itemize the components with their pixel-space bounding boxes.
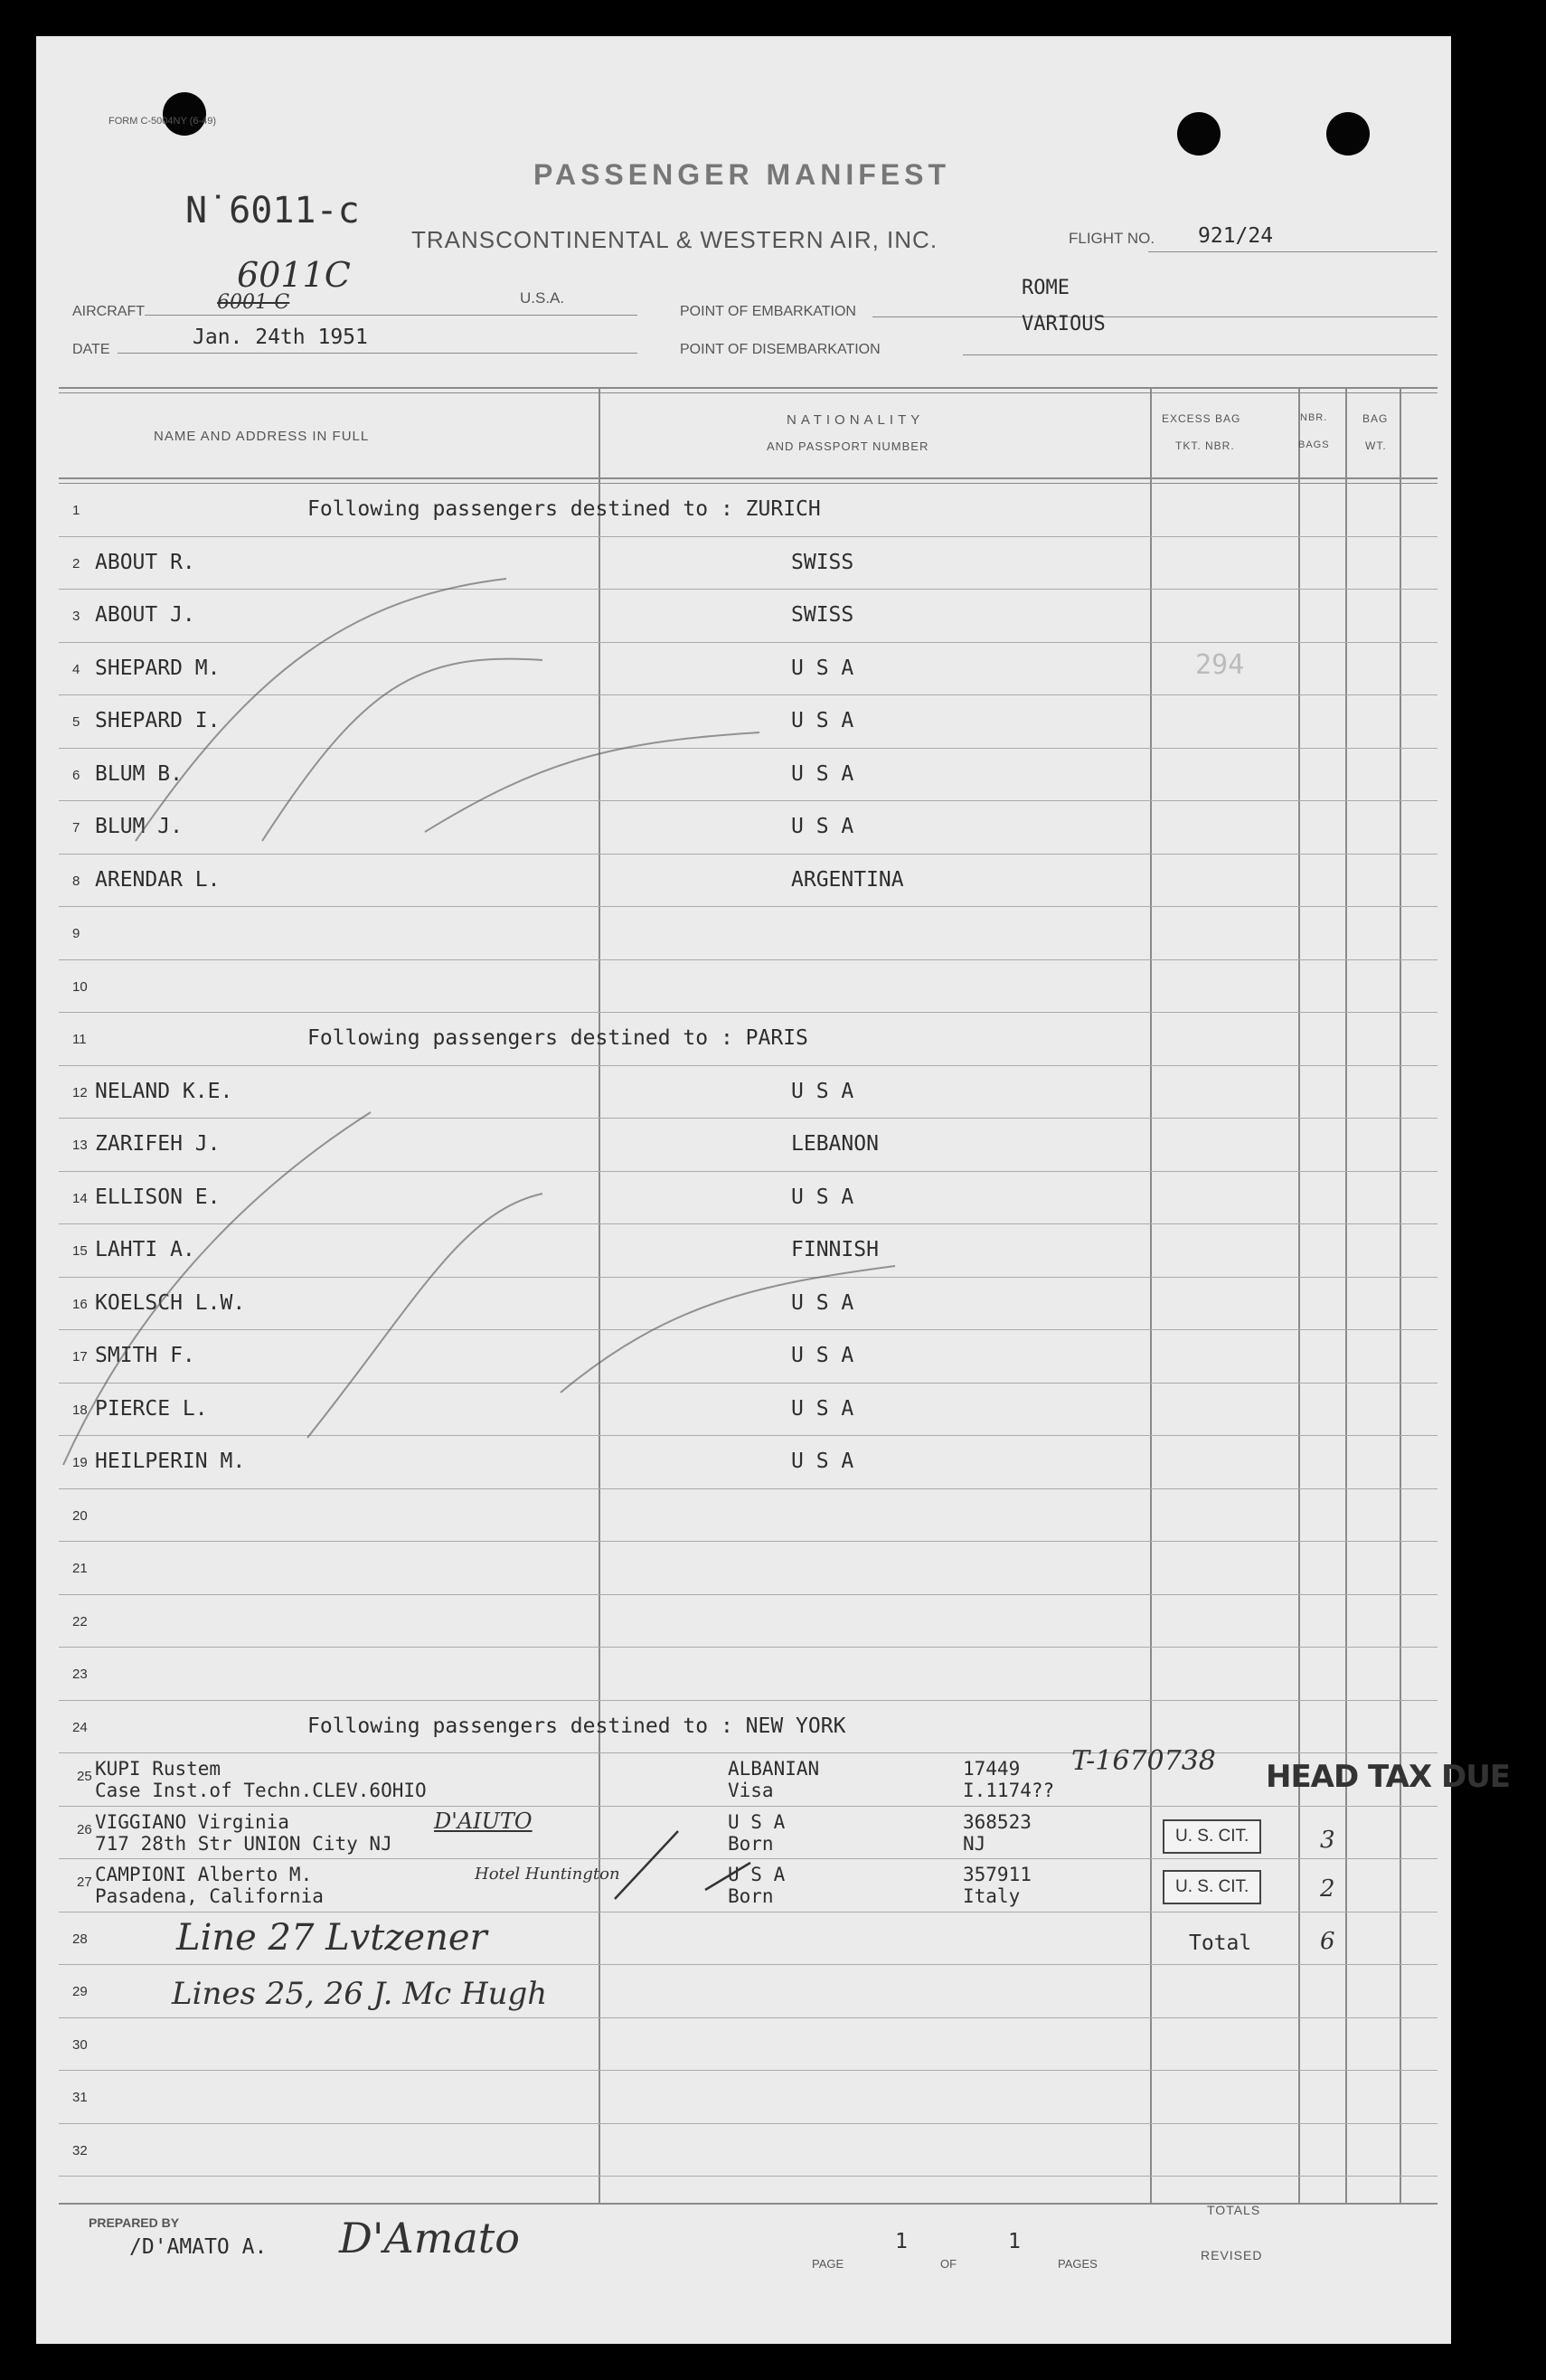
page-number: 1 bbox=[895, 2230, 908, 2253]
passenger-name: BLUM J. bbox=[95, 815, 183, 838]
row-number: 5 bbox=[72, 714, 80, 730]
row-number: 4 bbox=[72, 662, 80, 677]
passenger-name: BLUM B. bbox=[95, 762, 183, 786]
row-number: 23 bbox=[72, 1667, 88, 1682]
passenger-name: LAHTI A. bbox=[95, 1238, 195, 1261]
passenger-address: Pasadena, California bbox=[95, 1885, 324, 1907]
col-name-header: NAME AND ADDRESS IN FULL bbox=[154, 429, 370, 444]
passenger-nationality: U S A bbox=[791, 709, 854, 732]
flight-label: FLIGHT NO. bbox=[1069, 230, 1155, 247]
disembark-label: POINT OF DISEMBARKATION bbox=[680, 342, 881, 357]
passenger-name: SMITH F. bbox=[95, 1344, 195, 1367]
passport-number: 17449 bbox=[963, 1758, 1021, 1780]
passenger-nationality: U S A bbox=[791, 1185, 854, 1209]
row-number: 12 bbox=[72, 1085, 88, 1100]
passenger-nationality: ALBANIAN bbox=[728, 1758, 820, 1780]
passenger-name: VIGGIANO Virginia bbox=[95, 1811, 289, 1833]
row-number: 18 bbox=[72, 1402, 88, 1418]
head-tax-count: 3 bbox=[1320, 1827, 1335, 1854]
destination-header: Following passengers destined to : NEW YORK bbox=[307, 1714, 846, 1738]
of-label: OF bbox=[940, 2257, 957, 2271]
passenger-nationality: U S A bbox=[791, 1291, 854, 1315]
form-number: FORM C-5004NY (6-49) bbox=[108, 116, 216, 127]
row-number: 17 bbox=[72, 1349, 88, 1365]
row-number: 10 bbox=[72, 979, 88, 995]
pen-strokes bbox=[36, 36, 1451, 2344]
row-number: 2 bbox=[72, 556, 80, 571]
page-title: PASSENGER MANIFEST bbox=[533, 158, 950, 191]
passenger-name: PIERCE L. bbox=[95, 1397, 208, 1421]
passenger-nationality-detail: Born bbox=[728, 1833, 774, 1855]
aircraft-struck: 6001-C bbox=[217, 291, 290, 314]
embark-point: ROME bbox=[1022, 277, 1070, 299]
row-number: 21 bbox=[72, 1561, 88, 1576]
head-tax-label: HEAD TAX DUE bbox=[1266, 1759, 1511, 1795]
passenger-nationality-detail: Visa bbox=[728, 1780, 774, 1801]
row-number: 31 bbox=[72, 2090, 88, 2105]
passenger-name: KOELSCH L.W. bbox=[95, 1291, 246, 1315]
prepared-label: PREPARED BY bbox=[89, 2215, 180, 2230]
manifest-serial: N˙6011-c bbox=[185, 190, 360, 231]
row-number: 32 bbox=[72, 2143, 88, 2158]
disembark-point: VARIOUS bbox=[1022, 313, 1106, 335]
row-number: 6 bbox=[72, 768, 80, 783]
passenger-nationality: LEBANON bbox=[791, 1132, 879, 1156]
col-excess-header: EXCESS BAG bbox=[1162, 412, 1241, 425]
row-number: 14 bbox=[72, 1191, 88, 1206]
row-number: 13 bbox=[72, 1138, 88, 1153]
handwritten-note-line27: Line 27 Lvtzener bbox=[176, 1917, 487, 1959]
row-number: 1 bbox=[72, 503, 80, 518]
row-number: 27 bbox=[77, 1875, 92, 1890]
flight-number: 921/24 bbox=[1198, 224, 1274, 248]
row-number: 26 bbox=[77, 1822, 92, 1837]
passenger-name: SHEPARD I. bbox=[95, 709, 221, 732]
passenger-name: HEILPERIN M. bbox=[95, 1450, 246, 1473]
passenger-nationality: FINNISH bbox=[791, 1238, 879, 1261]
col-passport-header: AND PASSPORT NUMBER bbox=[767, 439, 929, 453]
passenger-name: NELAND K.E. bbox=[95, 1080, 233, 1103]
passport-number: 368523 bbox=[963, 1811, 1032, 1833]
passenger-nationality: U S A bbox=[791, 1450, 854, 1473]
row-number: 15 bbox=[72, 1243, 88, 1259]
passenger-name: ARENDAR L. bbox=[95, 868, 221, 892]
passenger-nationality: U S A bbox=[791, 1397, 854, 1421]
handwritten-address-note: Hotel Huntington bbox=[475, 1865, 620, 1884]
col-tkt-header: TKT. NBR. bbox=[1175, 439, 1235, 452]
row-number: 16 bbox=[72, 1297, 88, 1312]
passenger-nationality: U S A bbox=[791, 1080, 854, 1103]
row-number: 25 bbox=[77, 1769, 92, 1784]
col-nationality-header: NATIONALITY bbox=[787, 412, 925, 428]
passport-detail: I.1174?? bbox=[963, 1780, 1055, 1801]
passport-detail: NJ bbox=[963, 1833, 986, 1855]
row-number: 3 bbox=[72, 609, 80, 624]
preparer-signature: D'Amato bbox=[339, 2214, 520, 2262]
country: U.S.A. bbox=[520, 289, 565, 307]
passenger-nationality: SWISS bbox=[791, 603, 854, 627]
manifest-date: Jan. 24th 1951 bbox=[193, 326, 368, 349]
passenger-nationality: SWISS bbox=[791, 551, 854, 574]
us-citizen-stamp: U. S. CIT. bbox=[1163, 1870, 1261, 1904]
pages-label: PAGES bbox=[1058, 2257, 1098, 2271]
aircraft-number: 6011C bbox=[237, 255, 351, 295]
passenger-name: ELLISON E. bbox=[95, 1185, 221, 1209]
row-number: 8 bbox=[72, 874, 80, 889]
passenger-nationality: U S A bbox=[728, 1864, 786, 1885]
passenger-name: KUPI Rustem bbox=[95, 1758, 222, 1780]
row-number: 11 bbox=[72, 1032, 87, 1047]
passenger-nationality: U S A bbox=[791, 815, 854, 838]
row-number: 19 bbox=[72, 1455, 88, 1470]
manifest-page bbox=[36, 36, 1511, 2344]
row-number: 9 bbox=[72, 926, 80, 941]
date-label: DATE bbox=[72, 342, 110, 357]
handwritten-note-lines25-26: Lines 25, 26 J. Mc Hugh bbox=[172, 1976, 548, 2012]
handwritten-ticket-note: T-1670738 bbox=[1071, 1745, 1216, 1777]
row-number: 30 bbox=[72, 2037, 88, 2053]
col-bag-header: BAG bbox=[1362, 412, 1389, 425]
passenger-nationality: U S A bbox=[791, 1344, 854, 1367]
passport-detail: Italy bbox=[963, 1885, 1021, 1907]
us-citizen-stamp: U. S. CIT. bbox=[1163, 1819, 1261, 1854]
head-tax-count: 2 bbox=[1320, 1875, 1335, 1903]
company-name: TRANSCONTINENTAL & WESTERN AIR, INC. bbox=[411, 226, 938, 253]
passenger-nationality: U S A bbox=[728, 1811, 786, 1833]
col-wt-header: WT. bbox=[1365, 439, 1387, 452]
totals-label: TOTALS bbox=[1207, 2203, 1261, 2217]
destination-header: Following passengers destined to : PARIS bbox=[307, 1026, 808, 1050]
revised-label: REVISED bbox=[1201, 2248, 1263, 2262]
page-label: PAGE bbox=[812, 2257, 844, 2271]
head-tax-total-label: Total bbox=[1189, 1931, 1252, 1955]
row-number: 24 bbox=[72, 1720, 88, 1735]
passenger-nationality: U S A bbox=[791, 762, 854, 786]
passenger-address: Case Inst.of Techn.CLEV.6OHIO bbox=[95, 1780, 427, 1801]
row-number: 22 bbox=[72, 1614, 88, 1629]
passenger-nationality: ARGENTINA bbox=[791, 868, 904, 892]
passenger-address: 717 28th Str UNION City NJ bbox=[95, 1833, 392, 1855]
destination-header: Following passengers destined to : ZURICH bbox=[307, 497, 821, 521]
passport-number: 357911 bbox=[963, 1864, 1032, 1885]
row-number: 28 bbox=[72, 1931, 88, 1947]
passenger-name: ABOUT J. bbox=[95, 603, 195, 627]
col-nbr-header: NBR. bbox=[1300, 412, 1328, 423]
embark-label: POINT OF EMBARKATION bbox=[680, 304, 856, 319]
passenger-name: CAMPIONI Alberto M. bbox=[95, 1864, 313, 1885]
passenger-name: ABOUT R. bbox=[95, 551, 195, 574]
prepared-by: /D'AMATO A. bbox=[129, 2235, 268, 2259]
row-number: 7 bbox=[72, 820, 80, 836]
passenger-nationality: U S A bbox=[791, 656, 854, 680]
page-total: 1 bbox=[1008, 2230, 1021, 2253]
faint-figure: 294 bbox=[1195, 649, 1245, 681]
col-bags-header: BAGS bbox=[1298, 439, 1330, 450]
row-number: 20 bbox=[72, 1508, 88, 1524]
handwritten-name-note: D'AIUTO bbox=[434, 1809, 533, 1834]
passenger-nationality-detail: Born bbox=[728, 1885, 774, 1907]
aircraft-label: AIRCRAFT bbox=[72, 304, 145, 319]
row-number: 29 bbox=[72, 1984, 88, 1999]
passenger-name: SHEPARD M. bbox=[95, 656, 221, 680]
head-tax-total: 6 bbox=[1320, 1928, 1335, 1955]
passenger-name: ZARIFEH J. bbox=[95, 1132, 221, 1156]
